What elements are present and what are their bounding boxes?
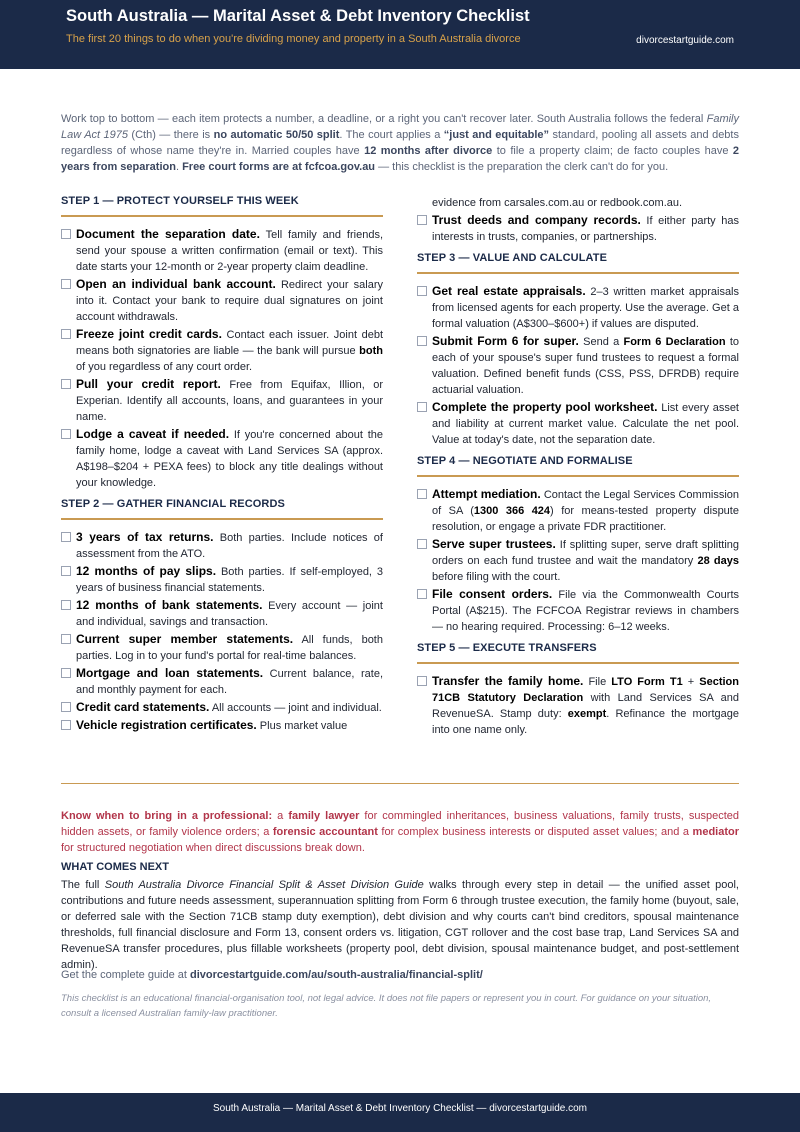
item-text: If you're concerned about the family home, lodge a caveat with Land Services SA (approx. A$198–$204 + PEXA fees) to block any title dealings without your knowledge. <box>76 429 383 489</box>
professional-advice <box>61 808 739 856</box>
checklist-item <box>61 717 383 734</box>
item-text: If splitting super, serve draft splitting orders on each fund trustee and wait the mandatory <box>432 539 740 567</box>
item-text: List every asset and liability at current market value. Calculate the net pool. Value at today's date, not the separation date. <box>432 402 739 446</box>
item-lead: Attempt mediation. <box>432 487 541 501</box>
checklist-item <box>61 699 383 716</box>
item-lead: Serve super trustees. <box>432 537 556 551</box>
section-divider <box>61 783 739 784</box>
item-lead: 12 months of bank statements. <box>76 598 263 612</box>
page-footer <box>0 1093 800 1132</box>
checklist-item <box>61 276 383 325</box>
item-text: to each of your spouse's super fund trustees to request a formal valuation. Defined benefit funds (CSS, PSS, DFRDB) require actuarial valuation. <box>432 336 739 396</box>
item-lead: 12 months of pay slips. <box>76 564 217 578</box>
item-text: Both parties. Include notices of assessment from the ATO. <box>76 532 383 560</box>
item-text: Both parties. If self-employed, 3 years of business financial statements. <box>76 566 383 594</box>
step-divider <box>417 475 739 477</box>
item-lead: Pull your credit report. <box>76 377 221 391</box>
item-text: before filing with the court. <box>432 571 561 583</box>
item-text: If either party has interests in trusts, companies, or partnerships. <box>432 215 739 243</box>
checklist-item <box>417 486 739 535</box>
item-lead: Complete the property pool worksheet. <box>432 400 658 414</box>
page-subtitle: The first 20 things to do when you're dividing money and property in a South Australia divorce <box>66 33 521 45</box>
step-divider <box>61 215 383 217</box>
step-4-title: STEP 4 — NEGOTIATE AND FORMALISE <box>417 455 633 467</box>
item-lead: Open an individual bank account. <box>76 277 276 291</box>
checkbox[interactable] <box>61 566 71 576</box>
step-3-title: STEP 3 — VALUE AND CALCULATE <box>417 252 608 264</box>
item-lead: Document the separation date. <box>76 227 260 241</box>
intro-emphasis: Free court forms are at fcfcoa.gov.au <box>182 161 376 173</box>
checklist-item <box>417 212 739 245</box>
checkbox[interactable] <box>61 379 71 389</box>
guide-title: South Australia Divorce Financial Split & Asset Division Guide <box>104 879 424 891</box>
intro-emphasis: 2 years from separation <box>61 145 740 173</box>
checkbox[interactable] <box>417 336 427 346</box>
checkbox[interactable] <box>417 589 427 599</box>
checklist-item <box>417 673 739 738</box>
intro-text: (Cth) — there is <box>128 129 214 141</box>
checkbox[interactable] <box>61 634 71 644</box>
guide-link[interactable]: divorcestartguide.com/au/south-australia/financial-split/ <box>190 969 483 981</box>
checkbox[interactable] <box>417 215 427 225</box>
step-5-title: STEP 5 — EXECUTE TRANSFERS <box>417 642 597 654</box>
intro-text: standard, pooling all assets and debts regardless of whose name they're in. Married couples have <box>61 129 739 157</box>
checklist-item <box>417 536 739 585</box>
step-1-title: STEP 1 — PROTECT YOURSELF THIS WEEK <box>61 195 299 207</box>
item-emphasis: LTO Form T1 <box>611 676 683 688</box>
intro-paragraph <box>61 111 739 175</box>
next-text: The full <box>61 879 105 891</box>
item-text: Current balance, rate, and monthly payment for each. <box>76 668 383 696</box>
item-emphasis: Section 71CB Statutory Declaration <box>432 676 739 704</box>
item-lead: Current super member statements. <box>76 632 294 646</box>
next-text: walks through every step in detail — the unified asset pool, contributions and future needs assessment, superannuation splitting from Form 6 through trustee execution, the family home (buyout, sale, or deferred sale with the Section 71CB stamp duty exemption), debt division and why courts can't bind creditors, spousal maintenance thresholds, full financial disclosure and Form 13, consent orders vs. litigation, CGT rollover and the cost base trap, Land Services SA and RevenueSA transfer procedures, plus fillable worksheets (property pool, debt division, spousal maintenance budget, and post-settlement admin). <box>61 879 739 971</box>
item-text: . Refinance the mortgage into one name only. <box>432 708 739 736</box>
guide-cta <box>61 969 483 981</box>
checklist-item <box>61 563 383 596</box>
checkbox[interactable] <box>61 229 71 239</box>
item-text: File <box>583 676 612 688</box>
step-divider <box>417 662 739 664</box>
disclaimer: This checklist is an educational financial-organisation tool, not legal advice. It does not file papers or represent you in court. For guidance on your situation, consult a licensed Australian family-law practitioner. <box>61 993 712 1019</box>
item-text: Contact each issuer. Joint debt means both signatories are liable — the bank will pursue <box>76 329 383 357</box>
item-lead: Credit card statements. <box>76 700 210 714</box>
item-lead: 3 years of tax returns. <box>76 530 214 544</box>
item-lead: Mortgage and loan statements. <box>76 666 264 680</box>
checkbox[interactable] <box>61 279 71 289</box>
item-lead: Transfer the family home. <box>432 674 584 688</box>
item-text: + <box>682 676 700 688</box>
intro-text: . The court applies a <box>339 129 444 141</box>
item-text: ) for means-tested property dispute resolution, or engage a private FDR practitioner. <box>432 505 739 533</box>
intro-text: to file a property claim; de facto couples have <box>492 145 733 157</box>
professional-emphasis: mediator <box>692 826 740 838</box>
professional-emphasis: family lawyer <box>288 810 360 822</box>
checklist-item <box>417 283 739 332</box>
professional-text: for complex business interests or disputed asset values; and a <box>377 826 693 838</box>
item-lead: Lodge a caveat if needed. <box>76 427 230 441</box>
what-comes-next-heading: WHAT COMES NEXT <box>61 861 169 873</box>
intro-emphasis: 12 months after divorce <box>364 145 493 157</box>
item-lead: Get real estate appraisals. <box>432 284 586 298</box>
checkbox[interactable] <box>61 600 71 610</box>
professional-text: for structured negotiation when direct discussions break down. <box>61 842 365 854</box>
item-lead: Freeze joint credit cards. <box>76 327 222 341</box>
item-emphasis: Form 6 Declaration <box>623 336 726 348</box>
checkbox[interactable] <box>61 668 71 678</box>
checklist-item <box>61 529 383 562</box>
item-text: Every account — joint and individual, savings and transaction. <box>76 600 383 628</box>
item-text: evidence from carsales.com.au or redbook.com.au. <box>432 197 683 209</box>
intro-emphasis: “just and equitable” <box>443 129 550 141</box>
item-lead: File consent orders. <box>432 587 553 601</box>
left-column <box>61 195 383 735</box>
item-text: with Land Services SA and RevenueSA. Stamp duty: <box>432 692 739 720</box>
footer-text: South Australia — Marital Asset & Debt Inventory Checklist — divorcestartguide.com <box>212 1103 588 1114</box>
item-emphasis: both <box>359 345 383 357</box>
checklist-item <box>417 333 739 398</box>
professional-text: for commingled inheritances, business valuations, family trusts, suspected hidden assets, or family violence orders; a <box>61 810 740 838</box>
checklist-item <box>61 631 383 664</box>
checklist-item <box>61 597 383 630</box>
checklist-item <box>61 326 383 375</box>
item-lead: Trust deeds and company records. <box>432 213 641 227</box>
item-lead: Submit Form 6 for super. <box>432 334 579 348</box>
checkbox[interactable] <box>61 329 71 339</box>
checkbox[interactable] <box>417 286 427 296</box>
checkbox[interactable] <box>417 539 427 549</box>
checklist-item-continued <box>417 195 739 211</box>
step-2-title: STEP 2 — GATHER FINANCIAL RECORDS <box>61 498 285 510</box>
checkbox[interactable] <box>61 429 71 439</box>
item-emphasis: exempt <box>567 708 607 720</box>
checklist-item <box>61 426 383 491</box>
item-emphasis: 28 days <box>697 555 739 567</box>
item-text: Plus market value <box>256 720 348 732</box>
professional-emphasis: forensic accountant <box>272 826 378 838</box>
item-text: Send a <box>578 336 624 348</box>
checklist-item <box>417 399 739 448</box>
checkbox[interactable] <box>417 402 427 412</box>
item-text: of you regardless of any court order. <box>76 361 253 373</box>
checkbox[interactable] <box>61 702 71 712</box>
step-divider <box>61 518 383 520</box>
checkbox[interactable] <box>61 720 71 730</box>
intro-text: Work top to bottom — each item protects a number, a deadline, or a right you can't recover later. South Australia follows the federal <box>61 113 707 125</box>
intro-text: — this checklist is the preparation the clerk can't do for you. <box>375 161 669 173</box>
step-divider <box>417 272 739 274</box>
site-name: divorcestartguide.com <box>636 35 734 46</box>
item-text: Free from Equifax, Illion, or Experian. Identify all accounts, loans, and guarantees in your name. <box>76 379 383 423</box>
item-text: Contact the Legal Services Commission of SA ( <box>432 489 739 517</box>
checkbox[interactable] <box>417 676 427 686</box>
item-text: Tell family and friends, send your spouse a written confirmation (email or text). This date starts your 12-month or 2-year property claim deadline. <box>76 229 383 273</box>
item-lead: Vehicle registration certificates. <box>76 718 257 732</box>
item-text: All accounts — joint and individual. <box>209 702 382 714</box>
cta-text: Get the complete guide at <box>61 969 191 981</box>
checklist-item <box>417 586 739 635</box>
intro-act-name: Family Law Act 1975 <box>61 113 739 141</box>
item-text: All funds, both parties. Log in to your fund's portal for real-time balances. <box>76 634 383 662</box>
what-comes-next-text <box>61 877 739 973</box>
professional-lead: Know when to bring in a professional: <box>61 810 273 822</box>
item-text: File via the Commonwealth Courts Portal (A$215). The FCFCOA Registrar reviews in chambers — no hearing required. Processing: 6–12 weeks. <box>432 589 740 633</box>
intro-text: . <box>175 161 183 173</box>
item-text: 2–3 written market appraisals from licensed agents for each property. Use the average. Get a formal valuation (A$300–$600+) if values are disputed. <box>432 286 740 330</box>
checklist-item <box>61 226 383 275</box>
item-emphasis: 1300 366 424 <box>473 505 551 517</box>
page-header <box>0 0 800 69</box>
intro-emphasis: no automatic 50/50 split <box>213 129 340 141</box>
right-column <box>417 195 739 739</box>
checklist-item <box>61 376 383 425</box>
page-title: South Australia — Marital Asset & Debt Inventory Checklist <box>66 7 530 25</box>
checkbox[interactable] <box>61 532 71 542</box>
checklist-item <box>61 665 383 698</box>
item-text: Redirect your salary into it. Contact your bank to require dual signatures on joint account withdrawals. <box>76 279 383 323</box>
checkbox[interactable] <box>417 489 427 499</box>
professional-text: a <box>272 810 289 822</box>
